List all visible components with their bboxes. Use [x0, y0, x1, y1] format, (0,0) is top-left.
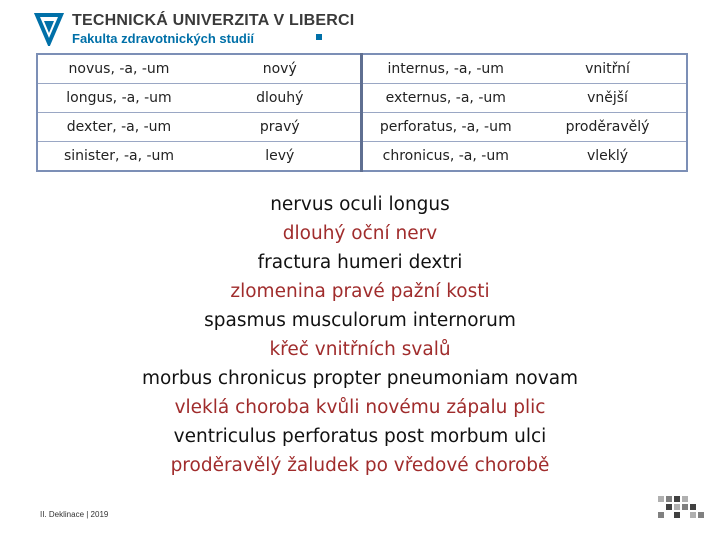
vocab-row — [37, 84, 687, 113]
university-logo — [34, 12, 355, 50]
czech-translation-cell: nový — [200, 54, 361, 84]
czech-translation-cell: pravý — [200, 113, 361, 142]
czech-translation-cell: proděravělý — [529, 113, 687, 142]
phrase-list — [0, 190, 720, 480]
latin-phrase: ventriculus perforatus post morbum ulci — [173, 426, 547, 447]
latin-phrase: morbus chronicus propter pneumoniam novam — [141, 368, 579, 389]
university-emblem-icon — [34, 12, 64, 46]
czech-translation: vleklá choroba kvůli novému zápalu plic — [174, 397, 546, 418]
vocab-row — [37, 142, 687, 172]
logo-square-mark — [316, 34, 322, 40]
latin-adjective-cell: perforatus, -a, -um — [361, 113, 529, 142]
vocabulary-table — [36, 53, 688, 172]
czech-translation-cell: levý — [200, 142, 361, 172]
czech-translation: dlouhý oční nerv — [282, 223, 438, 244]
vocab-row — [37, 113, 687, 142]
university-name: TECHNICKÁ UNIVERZITA V LIBERCI — [72, 12, 355, 29]
latin-adjective-cell: internus, -a, -um — [361, 54, 529, 84]
latin-adjective-cell: sinister, -a, -um — [37, 142, 200, 172]
latin-adjective-cell: chronicus, -a, -um — [361, 142, 529, 172]
czech-translation-cell: vnitřní — [529, 54, 687, 84]
czech-translation-cell: vnější — [529, 84, 687, 113]
latin-adjective-cell: dexter, -a, -um — [37, 113, 200, 142]
corner-pattern-icon — [658, 494, 710, 520]
latin-adjective-cell: externus, -a, -um — [361, 84, 529, 113]
latin-phrase: nervus oculi longus — [270, 194, 450, 215]
latin-adjective-cell: longus, -a, -um — [37, 84, 200, 113]
latin-phrase: fractura humeri dextri — [257, 252, 463, 273]
vocab-row — [37, 54, 687, 84]
faculty-name: Fakulta zdravotnických studií — [72, 31, 255, 46]
czech-translation: proděravělý žaludek po vředové chorobě — [170, 455, 550, 476]
czech-translation: zlomenina pravé pažní kosti — [230, 281, 490, 302]
footer-label: II. Deklinace | 2019 — [40, 510, 109, 519]
latin-adjective-cell: novus, -a, -um — [37, 54, 200, 84]
czech-translation-cell: vleklý — [529, 142, 687, 172]
latin-phrase: spasmus musculorum internorum — [204, 310, 516, 331]
czech-translation-cell: dlouhý — [200, 84, 361, 113]
czech-translation: křeč vnitřních svalů — [269, 339, 451, 360]
